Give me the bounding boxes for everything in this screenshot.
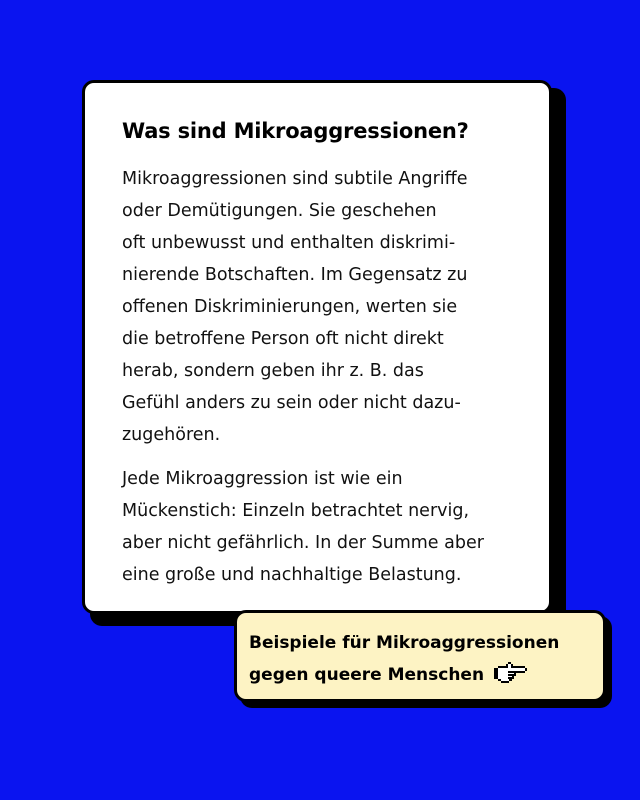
text-line: Jede Mikroaggression ist wie ein bbox=[122, 469, 403, 489]
text-line: oft unbewusst und enthalten diskrimi- bbox=[122, 233, 456, 253]
cta-text bbox=[249, 627, 599, 691]
text-line: herab, sondern geben ihr z. B. das bbox=[122, 361, 424, 381]
card-body bbox=[122, 163, 537, 591]
cta-line-2 bbox=[249, 659, 599, 691]
cta-line-1: Beispiele für Mikroaggressionen bbox=[249, 633, 560, 653]
text-line: Gefühl anders zu sein oder nicht dazu- bbox=[122, 393, 461, 413]
cta-line-2-text: gegen queere Menschen bbox=[249, 665, 485, 685]
text-line: aber nicht gefährlich. In der Summe aber bbox=[122, 533, 484, 553]
paragraph-comparison bbox=[122, 463, 537, 591]
text-line: zugehören. bbox=[122, 425, 221, 445]
paragraph-definition bbox=[122, 163, 537, 451]
info-card bbox=[82, 80, 552, 614]
text-line: oder Demütigungen. Sie geschehen bbox=[122, 201, 437, 221]
examples-cta-button[interactable] bbox=[234, 610, 606, 702]
text-line: Mikroaggressionen sind subtile Angriffe bbox=[122, 169, 468, 189]
card-title: Was sind Mikroaggressionen? bbox=[122, 119, 469, 143]
text-line: Mückenstich: Einzeln betrachtet nervig, bbox=[122, 501, 470, 521]
text-line: eine große und nachhaltige Belastung. bbox=[122, 565, 462, 585]
text-line: offenen Diskriminierungen, werten sie bbox=[122, 297, 458, 317]
pointing-hand-icon bbox=[492, 660, 530, 686]
text-line: die betroffene Person oft nicht direkt bbox=[122, 329, 444, 349]
text-line: nierende Botschaften. Im Gegensatz zu bbox=[122, 265, 468, 285]
